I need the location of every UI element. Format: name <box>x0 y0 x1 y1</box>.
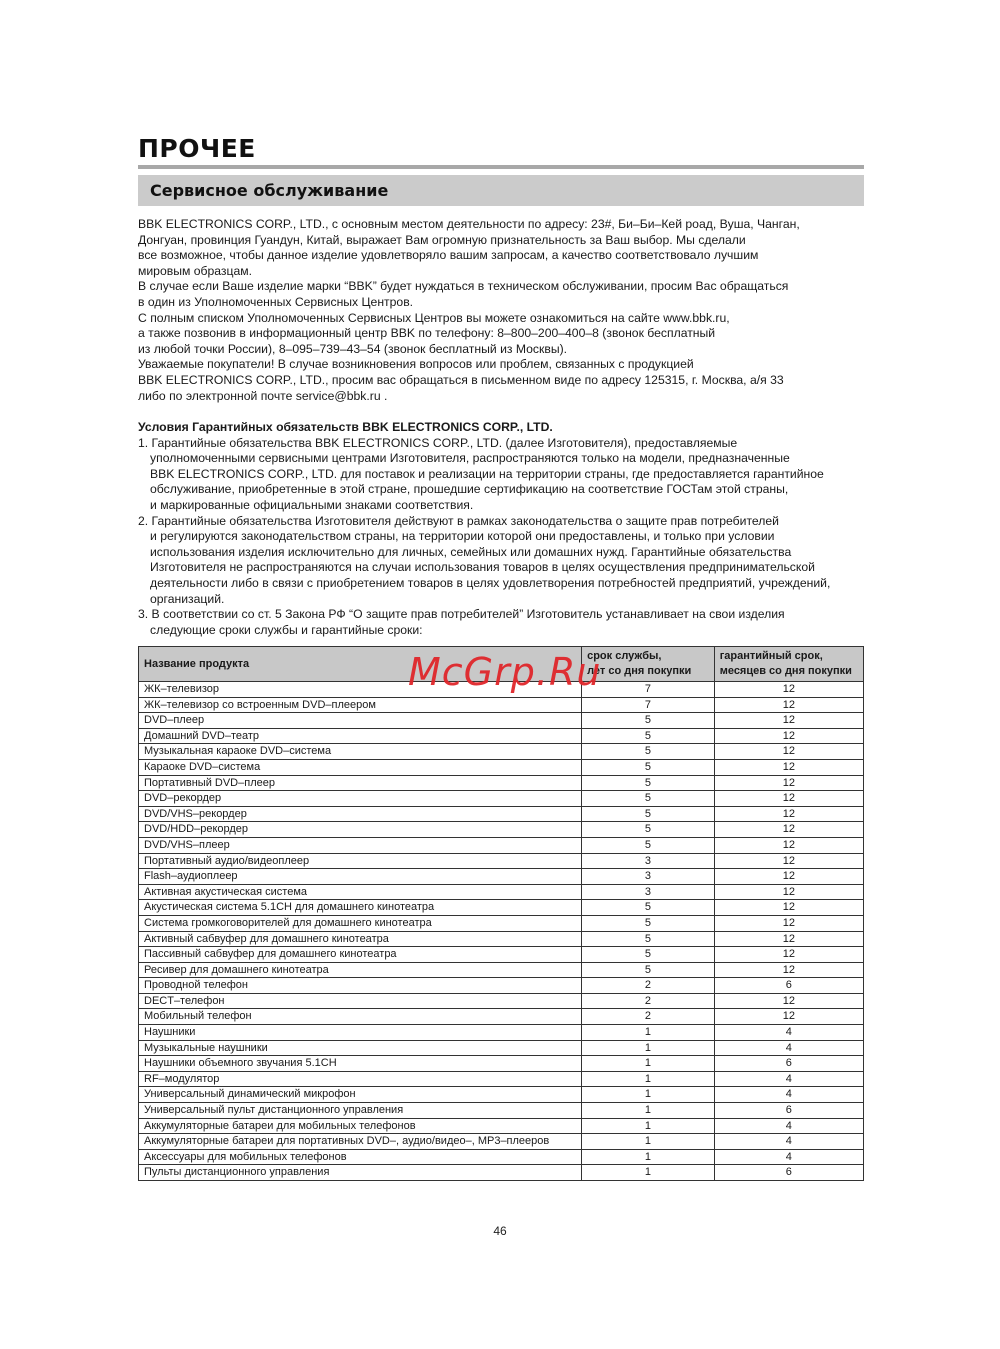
watermark: McGrp.Ru <box>408 650 602 694</box>
table-row <box>139 1025 864 1041</box>
table-row <box>139 791 864 807</box>
table-row <box>139 915 864 931</box>
warranty-months-cell: 4 <box>714 1071 863 1087</box>
warranty-months-cell: 6 <box>714 1103 863 1119</box>
table-row <box>139 931 864 947</box>
warranty-months-cell: 12 <box>714 744 863 760</box>
warranty-months-cell: 12 <box>714 915 863 931</box>
warranty-months-cell: 12 <box>714 759 863 775</box>
intro-line: С полным списком Уполномоченных Сервисных Центров вы можете ознакомиться на сайте www.bbk.ru, <box>138 310 730 325</box>
service-life-cell: 5 <box>582 931 715 947</box>
title-divider <box>138 165 864 169</box>
table-row <box>139 962 864 978</box>
warranty-months-cell: 12 <box>714 853 863 869</box>
header-service-life <box>582 647 715 682</box>
table-row <box>139 1056 864 1072</box>
table-row <box>139 759 864 775</box>
page-title: ПРОЧЕЕ <box>138 134 256 163</box>
table-row <box>139 713 864 729</box>
warranty-months-cell: 12 <box>714 962 863 978</box>
condition-line: деятельности либо в связи с приобретением товаров в целях удовлетворения потребностей предприятий, учреждений, <box>150 575 831 590</box>
product-name-cell: DVD–плеер <box>139 713 582 729</box>
product-name-cell: ЖК–телевизор <box>139 682 582 698</box>
service-life-cell: 2 <box>582 1009 715 1025</box>
section-header-bar <box>138 175 864 206</box>
warranty-months-cell: 12 <box>714 931 863 947</box>
warranty-months-cell: 6 <box>714 978 863 994</box>
table-row <box>139 775 864 791</box>
table-row <box>139 900 864 916</box>
warranty-months-cell: 12 <box>714 1009 863 1025</box>
warranty-conditions <box>138 420 878 638</box>
table-header-row <box>139 647 864 682</box>
header-product-name: Название продукта <box>139 647 582 682</box>
product-name-cell: Музыкальная караоке DVD–система <box>139 744 582 760</box>
warranty-months-cell: 12 <box>714 837 863 853</box>
service-life-cell: 2 <box>582 978 715 994</box>
intro-line: все возможное, чтобы данное изделие удовлетворяло вашим запросам, а качество соответствовало лучшим <box>138 248 759 263</box>
service-life-cell: 3 <box>582 869 715 885</box>
warranty-months-cell: 6 <box>714 1165 863 1181</box>
service-life-cell: 5 <box>582 744 715 760</box>
warranty-months-cell: 12 <box>714 993 863 1009</box>
product-name-cell: Аксессуары для мобильных телефонов <box>139 1149 582 1165</box>
table-row <box>139 728 864 744</box>
product-name-cell: Наушники <box>139 1025 582 1041</box>
condition-line: следующие сроки службы и гарантийные сроки: <box>150 622 423 637</box>
condition-line: и маркированные официальными знаками соответствия. <box>150 497 474 512</box>
table-row <box>139 697 864 713</box>
service-life-cell: 1 <box>582 1087 715 1103</box>
service-life-cell: 3 <box>582 884 715 900</box>
intro-line: Уважаемые покупатели! В случае возникновения вопросов или проблем, связанных с продукцией <box>138 357 694 372</box>
service-life-cell: 1 <box>582 1103 715 1119</box>
service-life-cell: 1 <box>582 1040 715 1056</box>
service-life-cell: 1 <box>582 1025 715 1041</box>
table-row <box>139 837 864 853</box>
service-life-cell: 3 <box>582 853 715 869</box>
header-warranty-line1: гарантийный срок, <box>719 650 823 662</box>
product-name-cell: Мобильный телефон <box>139 1009 582 1025</box>
table-row <box>139 1149 864 1165</box>
section-title: Сервисное обслуживание <box>150 181 389 200</box>
service-life-cell: 5 <box>582 822 715 838</box>
condition-line: организаций. <box>150 591 225 606</box>
table-row <box>139 869 864 885</box>
intro-line: мировым образцам. <box>138 263 253 278</box>
product-name-cell: Музыкальные наушники <box>139 1040 582 1056</box>
conditions-list <box>138 436 878 639</box>
service-life-cell: 5 <box>582 915 715 931</box>
service-life-cell: 1 <box>582 1134 715 1150</box>
service-life-cell: 5 <box>582 775 715 791</box>
warranty-months-cell: 12 <box>714 822 863 838</box>
product-name-cell: Активная акустическая система <box>139 884 582 900</box>
warranty-months-cell: 12 <box>714 900 863 916</box>
condition-first-line: 3. В соответствии со ст. 5 Закона РФ “О защите прав потребителей” Изготовитель устанавливает на свои изделия <box>138 607 785 622</box>
service-life-cell: 5 <box>582 947 715 963</box>
condition-line: Изготовителя не распространяются на случаи использования товаров в целях осуществления предпринимательской <box>150 560 815 575</box>
service-life-cell: 1 <box>582 1071 715 1087</box>
condition-item <box>138 436 878 514</box>
product-name-cell: Пульты дистанционного управления <box>139 1165 582 1181</box>
intro-line: либо по электронной почте service@bbk.ru . <box>138 388 388 403</box>
service-life-cell: 5 <box>582 791 715 807</box>
product-name-cell: Система громкоговорителей для домашнего кинотеатра <box>139 915 582 931</box>
table-row <box>139 1087 864 1103</box>
warranty-months-cell: 12 <box>714 884 863 900</box>
header-warranty-line2: месяцев со дня покупки <box>719 665 852 677</box>
intro-line: BBK ELECTRONICS CORP., LTD., с основным местом деятельности по адресу: 23#, Би–Би–Кей роад, Вуша, Чанган, <box>138 217 800 231</box>
intro-line: В случае если Ваше изделие марки “BBK” будет нуждаться в техническом обслуживании, просим Вас обращаться <box>138 279 789 294</box>
warranty-months-cell: 12 <box>714 728 863 744</box>
product-name-cell: Flash–аудиоплеер <box>139 869 582 885</box>
table-row <box>139 978 864 994</box>
warranty-months-cell: 4 <box>714 1087 863 1103</box>
service-life-cell: 7 <box>582 697 715 713</box>
intro-line: в один из Уполномоченных Сервисных Центров. <box>138 294 414 309</box>
warranty-months-cell: 12 <box>714 775 863 791</box>
condition-line: уполномоченными сервисными центрами Изготовителя, распространяются только на модели, предназначенные <box>150 451 790 466</box>
condition-item <box>138 514 878 608</box>
product-name-cell: DECT–телефон <box>139 993 582 1009</box>
warranty-months-cell: 4 <box>714 1040 863 1056</box>
service-life-cell: 5 <box>582 728 715 744</box>
product-name-cell: Домашний DVD–театр <box>139 728 582 744</box>
table-row <box>139 1040 864 1056</box>
header-warranty-period <box>714 647 863 682</box>
table-row <box>139 682 864 698</box>
table-row <box>139 1134 864 1150</box>
product-name-cell: Караоке DVD–система <box>139 759 582 775</box>
service-life-cell: 5 <box>582 713 715 729</box>
condition-line: использования изделия исключительно для личных, семейных или домашних нужд. Гарантийные обязательства <box>150 544 792 559</box>
warranty-months-cell: 12 <box>714 806 863 822</box>
product-name-cell: Портативный DVD–плеер <box>139 775 582 791</box>
warranty-months-cell: 6 <box>714 1056 863 1072</box>
condition-line: BBK ELECTRONICS CORP., LTD. для поставок и реализации на территории страны, где предоставляется гарантийное <box>150 466 824 481</box>
table-row <box>139 853 864 869</box>
service-life-cell: 5 <box>582 900 715 916</box>
product-name-cell: Активный сабвуфер для домашнего кинотеатра <box>139 931 582 947</box>
service-life-cell: 5 <box>582 837 715 853</box>
table-body <box>139 682 864 1181</box>
service-life-cell: 1 <box>582 1056 715 1072</box>
product-name-cell: Проводной телефон <box>139 978 582 994</box>
product-name-cell: Универсальный пульт дистанционного управления <box>139 1103 582 1119</box>
product-name-cell: Аккумуляторные батареи для портативных DVD–, аудио/видео–, MP3–плееров <box>139 1134 582 1150</box>
table-row <box>139 1009 864 1025</box>
service-life-cell: 2 <box>582 993 715 1009</box>
header-service-life-line2: лет со дня покупки <box>587 665 692 677</box>
service-life-cell: 1 <box>582 1149 715 1165</box>
warranty-months-cell: 4 <box>714 1134 863 1150</box>
intro-line: а также позвонив в информационный центр BBK по телефону: 8–800–200–400–8 (звонок бесплатный <box>138 326 716 341</box>
table-row <box>139 744 864 760</box>
product-name-cell: Наушники объемного звучания 5.1CH <box>139 1056 582 1072</box>
warranty-months-cell: 4 <box>714 1025 863 1041</box>
condition-line: обслуживание, приобретенные в этой стране, прошедшие сертификацию на соответствие ГОСТам этой страны, <box>150 482 789 497</box>
product-name-cell: DVD/VHS–рекордер <box>139 806 582 822</box>
warranty-months-cell: 12 <box>714 713 863 729</box>
service-life-cell: 7 <box>582 682 715 698</box>
warranty-months-cell: 12 <box>714 947 863 963</box>
product-name-cell: Аккумуляторные батареи для мобильных телефонов <box>139 1118 582 1134</box>
product-name-cell: Пассивный сабвуфер для домашнего кинотеатра <box>139 947 582 963</box>
product-name-cell: Ресивер для домашнего кинотеатра <box>139 962 582 978</box>
product-name-cell: DVD–рекордер <box>139 791 582 807</box>
service-life-cell: 5 <box>582 962 715 978</box>
table-row <box>139 1103 864 1119</box>
product-name-cell: DVD/HDD–рекордер <box>139 822 582 838</box>
intro-paragraph <box>138 217 878 404</box>
table-row <box>139 884 864 900</box>
service-life-cell: 1 <box>582 1165 715 1181</box>
product-name-cell: Портативный аудио/видеоплеер <box>139 853 582 869</box>
table-row <box>139 806 864 822</box>
intro-line: из любой точки России), 8–095–739–43–54 (звонок бесплатный из Москвы). <box>138 341 568 356</box>
condition-first-line: 1. Гарантийные обязательства BBK ELECTRONICS CORP., LTD. (далее Изготовителя), предоставляемые <box>138 435 738 450</box>
condition-first-line: 2. Гарантийные обязательства Изготовителя действуют в рамках законодательства о защите прав потребителей <box>138 513 779 528</box>
table-row <box>139 1071 864 1087</box>
condition-item <box>138 607 878 638</box>
product-name-cell: Акустическая система 5.1CH для домашнего кинотеатра <box>139 900 582 916</box>
intro-line: Донгуан, провинция Гуандун, Китай, выражает Вам огромную признательность за Ваш выбор. Мы сделали <box>138 232 746 247</box>
table-row <box>139 947 864 963</box>
intro-line: BBK ELECTRONICS CORP., LTD., просим вас обращаться в письменном виде по адресу 125315, г. Москва, а/я 33 <box>138 372 784 387</box>
table-row <box>139 1118 864 1134</box>
page-number: 46 <box>493 1224 507 1238</box>
warranty-months-cell: 4 <box>714 1149 863 1165</box>
warranty-months-cell: 12 <box>714 791 863 807</box>
product-name-cell: ЖК–телевизор со встроенным DVD–плеером <box>139 697 582 713</box>
table-row <box>139 993 864 1009</box>
condition-line: и регулируются законодательством страны, на территории которой они предоставлены, и только при условии <box>150 529 775 544</box>
service-life-cell: 5 <box>582 806 715 822</box>
warranty-table <box>138 646 864 1181</box>
warranty-months-cell: 12 <box>714 869 863 885</box>
service-life-cell: 5 <box>582 759 715 775</box>
product-name-cell: Универсальный динамический микрофон <box>139 1087 582 1103</box>
product-name-cell: DVD/VHS–плеер <box>139 837 582 853</box>
product-name-cell: RF–модулятор <box>139 1071 582 1087</box>
warranty-months-cell: 12 <box>714 682 863 698</box>
table-row <box>139 822 864 838</box>
service-life-cell: 1 <box>582 1118 715 1134</box>
warranty-months-cell: 4 <box>714 1118 863 1134</box>
table-row <box>139 1165 864 1181</box>
conditions-heading: Условия Гарантийных обязательств BBK ELECTRONICS CORP., LTD. <box>138 420 553 434</box>
warranty-months-cell: 12 <box>714 697 863 713</box>
header-service-life-line1: срок службы, <box>587 650 662 662</box>
